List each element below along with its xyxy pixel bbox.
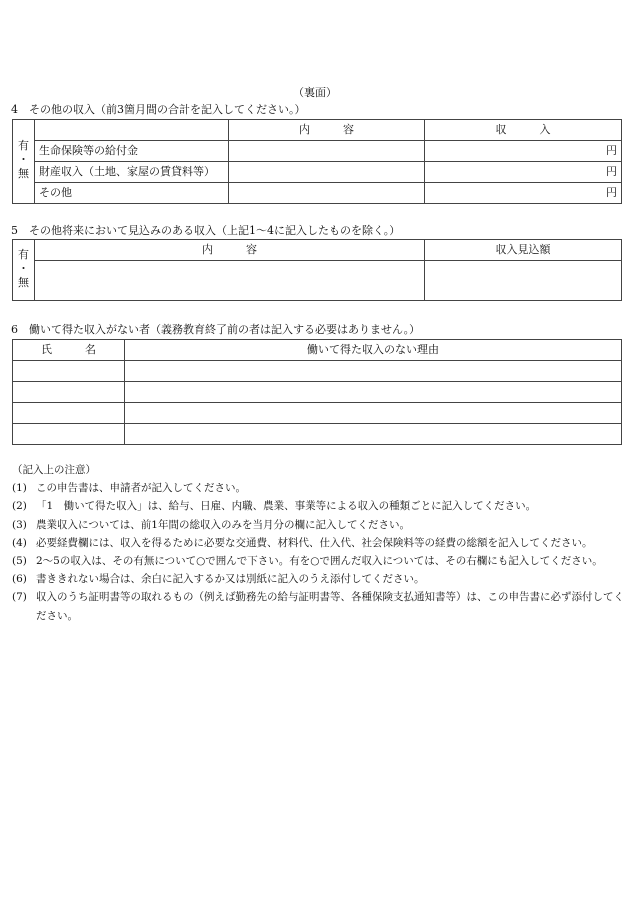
notes-title: （記入上の注意） <box>12 464 96 476</box>
section-6-title: 6 働いて得た収入がない者（義務教育終了前の者は記入する必要はありません。） <box>11 323 421 336</box>
note-item <box>12 570 624 588</box>
header-reason: 働いて得た収入のない理由 <box>125 340 622 361</box>
name-input-cell[interactable] <box>13 382 125 403</box>
marker-yes: 有 <box>18 139 29 152</box>
content-input-cell[interactable] <box>229 141 425 162</box>
marker-yes: 有 <box>18 247 29 261</box>
section-6-table <box>12 339 622 445</box>
expected-income-input-cell[interactable] <box>425 261 622 301</box>
table-row <box>13 261 622 301</box>
row-label: 生命保険等の給付金 <box>35 141 229 162</box>
note-number: (3) <box>12 518 27 531</box>
presence-marker[interactable] <box>13 120 35 204</box>
table-row <box>13 403 622 424</box>
note-item <box>12 497 624 515</box>
name-input-cell[interactable] <box>13 403 125 424</box>
section-5-title: 5 その他将来において見込みのある収入（上記1～4に記入したものを除く。） <box>11 224 401 237</box>
content-input-cell[interactable] <box>229 162 425 183</box>
note-number: (7) <box>12 591 27 604</box>
table-row <box>13 361 622 382</box>
note-item <box>12 552 624 570</box>
header-content: 内 容 <box>35 240 425 261</box>
note-number: (4) <box>12 536 27 549</box>
reason-input-cell[interactable] <box>125 382 622 403</box>
note-text: 書ききれない場合は、余白に記入するか又は別紙に記入のうえ添付してください。 <box>36 573 425 586</box>
reason-input-cell[interactable] <box>125 361 622 382</box>
reason-input-cell[interactable] <box>125 424 622 445</box>
marker-dot: ・ <box>18 153 29 166</box>
table-row <box>13 183 622 204</box>
row-label: その他 <box>35 183 229 204</box>
table-row <box>13 162 622 183</box>
name-input-cell[interactable] <box>13 361 125 382</box>
note-text: 必要経費欄には、収入を得るために必要な交通費、材料代、仕入代、社会保険料等の経費の総額を記入してください。 <box>36 536 593 549</box>
note-text: 「1 働いて得た収入」は、給与、日雇、内職、農業、事業等による収入の種類ごとに記入してください。 <box>36 500 537 513</box>
income-unit[interactable]: 円 <box>425 183 622 204</box>
income-unit[interactable]: 円 <box>425 141 622 162</box>
row-label: 財産収入（土地、家屋の賃貸料等） <box>35 162 229 183</box>
content-input-cell[interactable] <box>35 261 425 301</box>
presence-marker[interactable] <box>13 240 35 301</box>
page-side-label: （裏面） <box>293 86 337 99</box>
reason-input-cell[interactable] <box>125 403 622 424</box>
header-blank-cell <box>35 120 229 141</box>
note-item <box>12 479 624 497</box>
section-5-table <box>12 239 622 301</box>
note-item <box>12 534 624 552</box>
note-text: 収入のうち証明書等の取れるもの（例えば勤務先の給与証明書等、各種保険支払通知書等）は、この申告書に必ず添付してください。 <box>36 591 624 622</box>
note-text: 農業収入については、前1年間の総収入のみを当月分の欄に記入してください。 <box>36 518 410 531</box>
note-number: (2) <box>12 500 27 513</box>
note-item <box>12 588 624 624</box>
note-number: (5) <box>12 555 27 568</box>
table-row <box>13 141 622 162</box>
income-unit[interactable]: 円 <box>425 162 622 183</box>
note-number: (6) <box>12 573 27 586</box>
marker-dot: ・ <box>18 261 29 275</box>
table-row <box>13 382 622 403</box>
header-income: 収 入 <box>425 120 622 141</box>
section-4-table <box>12 119 622 204</box>
header-expected-income: 収入見込額 <box>425 240 622 261</box>
header-name: 氏 名 <box>13 340 125 361</box>
marker-no: 無 <box>18 167 29 180</box>
note-item <box>12 516 624 534</box>
table-row <box>13 424 622 445</box>
marker-no: 無 <box>18 275 29 289</box>
section-4-title: 4 その他の収入（前3箇月間の合計を記入してください。） <box>11 103 306 116</box>
header-content: 内 容 <box>229 120 425 141</box>
notes-section <box>12 461 624 625</box>
note-number: (1) <box>12 482 27 495</box>
note-text: 2～5の収入は、その有無について○で囲んで下さい。有を○で囲んだ収入については、その右欄にも記入してください。 <box>36 555 603 568</box>
content-input-cell[interactable] <box>229 183 425 204</box>
name-input-cell[interactable] <box>13 424 125 445</box>
note-text: この申告書は、申請者が記入してください。 <box>36 482 246 495</box>
